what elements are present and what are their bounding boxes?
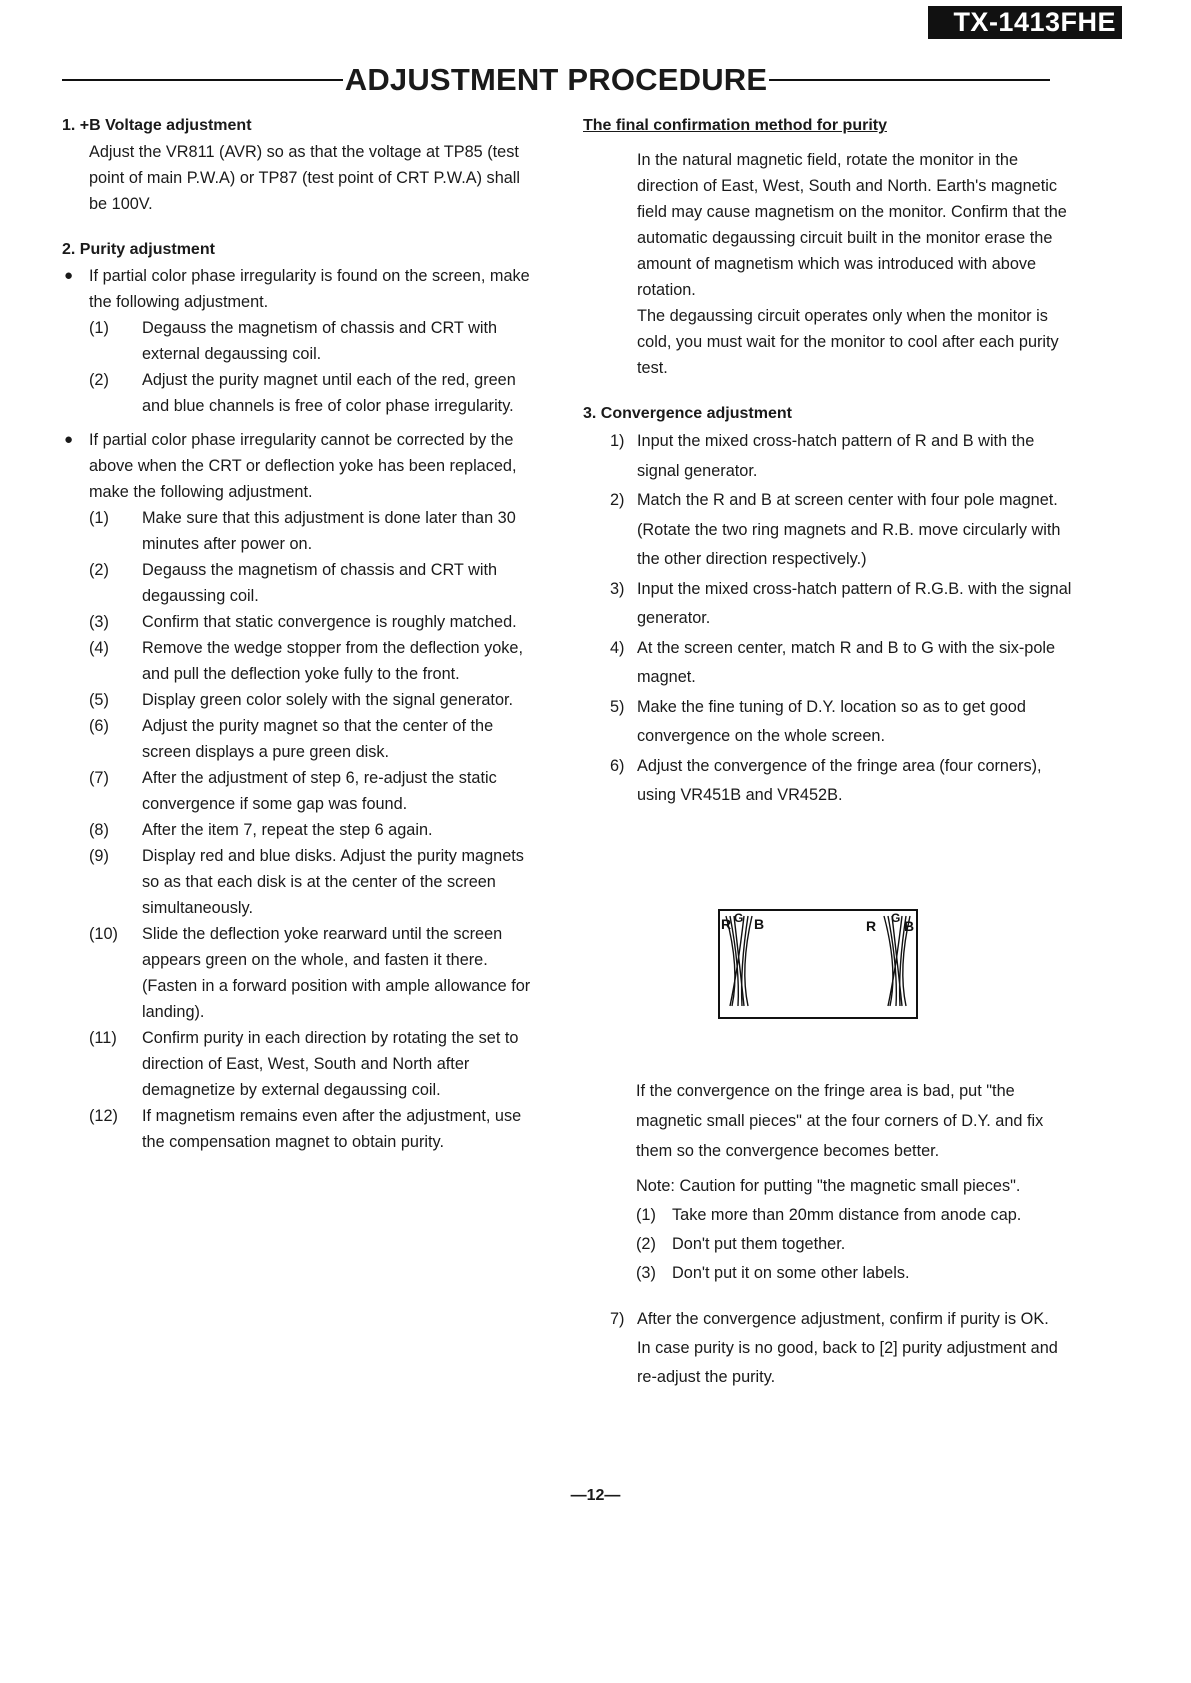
list-number: (12) <box>89 1107 118 1125</box>
list-item <box>636 1201 1076 1230</box>
page-number: —12— <box>570 1487 621 1504</box>
section-2-heading: 2. Purity adjustment <box>62 241 215 258</box>
list-text: After the adjustment of step 6, re-adjust the static convergence if some gap was found. <box>142 769 497 813</box>
list-text: Make the fine tuning of D.Y. location so as to get good convergence on the whole screen. <box>637 697 1026 745</box>
list-text: Input the mixed cross-hatch pattern of R and B with the signal generator. <box>637 432 1035 480</box>
list-text: Remove the wedge stopper from the deflection yoke, and pull the deflection yoke fully to the front. <box>142 639 524 683</box>
list-number: (5) <box>89 691 109 709</box>
list-item <box>62 843 532 921</box>
title-rule-left <box>62 79 343 81</box>
list-number: (7) <box>89 769 109 787</box>
list-item <box>62 557 532 609</box>
list-text: Match the R and B at screen center with four pole magnet. (Rotate the two ring magnets and R.B. move circularly with the other direction respectively.) <box>637 491 1061 568</box>
list-number: (3) <box>89 613 109 631</box>
list-number: (10) <box>89 925 118 943</box>
list-number: (9) <box>89 847 109 865</box>
list-text: Don't put them together. <box>672 1235 846 1253</box>
list-number: (3) <box>636 1264 656 1282</box>
bullet-dot-icon: ● <box>64 431 74 448</box>
fringe-convergence-diagram <box>718 908 918 1020</box>
list-item <box>636 1230 1076 1259</box>
label-r-left: R <box>721 916 732 932</box>
list-text: Display red and blue disks. Adjust the purity magnets so as that each disk is at the center of the screen simultaneously. <box>142 847 524 917</box>
list-number: (2) <box>89 371 109 389</box>
list-number: 3) <box>610 579 625 598</box>
right-column <box>583 113 1073 811</box>
list-item <box>636 1259 1076 1288</box>
list-text: If magnetism remains even after the adjustment, use the compensation magnet to obtain purity. <box>142 1107 522 1151</box>
list-text: Input the mixed cross-hatch pattern of R.G.B. with the signal generator. <box>637 579 1072 627</box>
step-7-block <box>583 1305 1073 1392</box>
list-item <box>583 427 1073 486</box>
section-1-body: Adjust the VR811 (AVR) so as that the voltage at TP85 (test point of main P.W.A) or TP87 (test point of CRT P.W.A) shall be 100V. <box>89 143 521 213</box>
list-text: Adjust the convergence of the fringe area (four corners), using VR451B and VR452B. <box>637 756 1042 804</box>
final-confirmation-para-1: In the natural magnetic field, rotate the monitor in the direction of East, West, South and North. Earth's magnetic field may cause magnetism on the monitor. Confirm that the automatic degaussing circuit built in the monitor erase the amount of magnetism which was introduced with above rotation. <box>637 151 1067 299</box>
title-rule-right <box>769 79 1050 81</box>
label-g-right: G <box>891 911 901 925</box>
list-number: 1) <box>610 432 625 450</box>
list-number: (2) <box>89 561 109 579</box>
list-number: 4) <box>610 638 625 657</box>
bullet-1 <box>62 263 532 315</box>
left-column <box>62 113 532 1155</box>
list-item <box>62 921 532 1025</box>
list-text: At the screen center, match R and B to G with the six-pole magnet. <box>637 638 1056 686</box>
step-7-followup: In case purity is no good, back to [2] purity adjustment and re-adjust the purity. <box>637 1339 1058 1386</box>
list-text: Adjust the purity magnet so that the center of the screen displays a pure green disk. <box>142 717 494 761</box>
final-confirmation-heading: The final confirmation method for purity <box>583 117 887 134</box>
list-number: (4) <box>89 639 109 657</box>
section-3-heading: 3. Convergence adjustment <box>583 405 792 422</box>
list-text: Degauss the magnetism of chassis and CRT with external degaussing coil. <box>142 319 498 363</box>
list-text: Slide the deflection yoke rearward until the screen appears green on the whole, and fasten it there. (Fasten in a forward position with ample allowance for landing). <box>142 925 531 1021</box>
list-item <box>62 635 532 687</box>
list-number: (2) <box>636 1235 656 1253</box>
list-item <box>62 1103 532 1155</box>
list-number: (1) <box>636 1206 656 1224</box>
list-text: Adjust the purity magnet until each of the red, green and blue channels is free of color phase irregularity. <box>142 371 516 415</box>
list-number: (8) <box>89 821 109 839</box>
list-item <box>62 505 532 557</box>
list-text: Degauss the magnetism of chassis and CRT with degaussing coil. <box>142 561 498 605</box>
list-number: 2) <box>610 491 625 509</box>
note-title: Note: Caution for putting "the magnetic small pieces". <box>636 1177 1021 1195</box>
list-text: Take more than 20mm distance from anode cap. <box>672 1206 1022 1224</box>
list-item <box>62 765 532 817</box>
list-item <box>583 752 1073 811</box>
list-text: Don't put it on some other labels. <box>672 1264 910 1282</box>
note-block <box>636 1172 1076 1288</box>
list-item <box>583 486 1073 575</box>
label-g-left: G <box>734 911 744 925</box>
label-b-right: B <box>904 918 915 934</box>
list-item <box>62 817 532 843</box>
bullet-2-text: If partial color phase irregularity cannot be corrected by the above when the CRT or deflection yoke has been replaced, make the following adjustment. <box>89 431 517 501</box>
section-1-heading: 1. +B Voltage adjustment <box>62 117 252 134</box>
final-confirmation-para-2: The degaussing circuit operates only when the monitor is cold, you must wait for the monitor to cool after each purity test. <box>637 307 1059 377</box>
bullet-dot-icon: ● <box>64 267 74 284</box>
list-item <box>62 687 532 713</box>
label-b-left: B <box>754 916 765 932</box>
list-item <box>62 1025 532 1103</box>
bullet-2 <box>62 427 532 505</box>
list-text: Confirm that static convergence is roughly matched. <box>142 613 517 631</box>
list-number: (11) <box>89 1029 117 1047</box>
list-number: 7) <box>610 1310 625 1328</box>
list-item <box>62 713 532 765</box>
list-item <box>583 693 1073 752</box>
list-text: Confirm purity in each direction by rotating the set to direction of East, West, South and North after demagnetize by external degaussing coil. <box>142 1029 519 1099</box>
list-text: Make sure that this adjustment is done later than 30 minutes after power on. <box>142 509 516 553</box>
list-number: (1) <box>89 319 109 337</box>
list-text: Display green color solely with the signal generator. <box>142 691 514 709</box>
list-item <box>583 1305 1073 1334</box>
title-row <box>62 56 1050 104</box>
fringe-paragraph: If the convergence on the fringe area is bad, put "the magnetic small pieces" at the four corners of D.Y. and fix them so the convergence becomes better. <box>636 1082 1044 1160</box>
list-text: After the item 7, repeat the step 6 again. <box>142 821 433 839</box>
list-text: After the convergence adjustment, confirm if purity is OK. <box>637 1310 1049 1328</box>
list-number: 5) <box>610 697 625 716</box>
bullet-1-text: If partial color phase irregularity is found on the screen, make the following adjustment. <box>89 267 530 311</box>
label-r-right: R <box>866 918 877 934</box>
list-item <box>62 609 532 635</box>
list-number: (1) <box>89 509 109 527</box>
model-label: TX-1413FHE <box>928 6 1122 39</box>
list-number: 6) <box>610 756 625 775</box>
page-title: ADJUSTMENT PROCEDURE <box>344 62 768 97</box>
list-item <box>583 575 1073 634</box>
list-item <box>62 315 532 367</box>
list-number: (6) <box>89 717 109 735</box>
list-item <box>62 367 532 419</box>
list-item <box>583 634 1073 693</box>
